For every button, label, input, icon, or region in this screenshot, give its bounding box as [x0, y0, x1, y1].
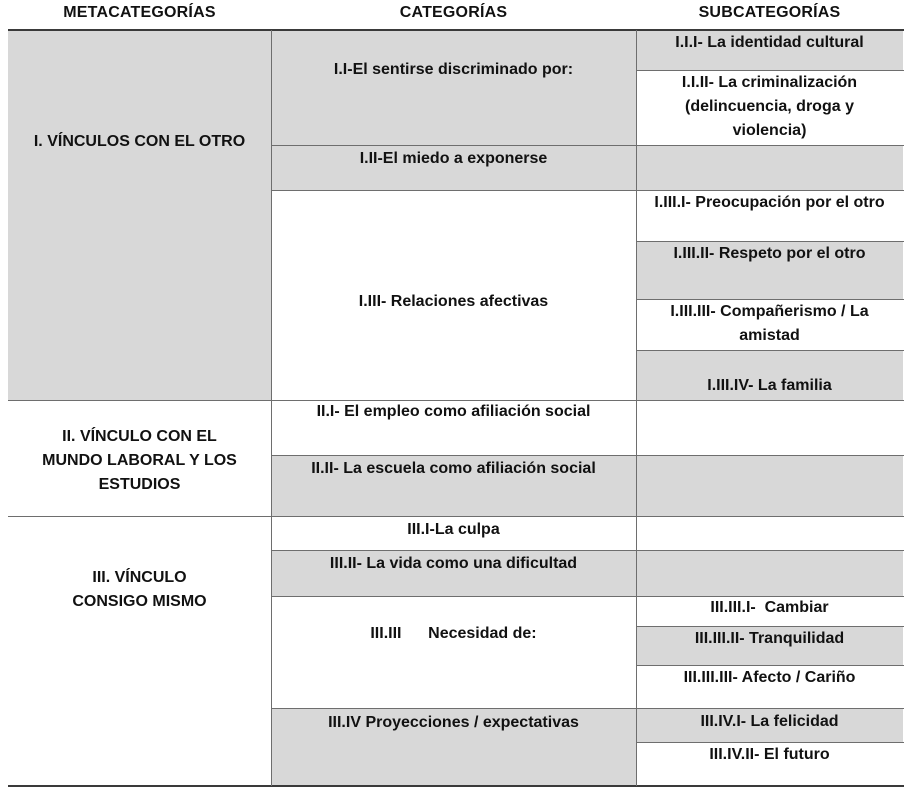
divider-cat	[271, 145, 904, 146]
category-vida-dificultad: III.II- La vida como una dificultad	[271, 550, 636, 596]
top-border	[8, 29, 904, 31]
meta-vinculo-consigo-mismo: III. VÍNCULO CONSIGO MISMO	[8, 516, 271, 786]
category-empleo: II.I- El empleo como afiliación social	[271, 400, 636, 455]
divider-cat	[271, 455, 904, 456]
divider-sub	[636, 665, 904, 666]
subcategory-companerismo: I.III.III- Compañerismo / La amistad	[636, 299, 903, 350]
divider-cat	[271, 190, 904, 191]
category-culpa: III.I-La culpa	[271, 516, 636, 550]
category-escuela: II.II- La escuela como afiliación social	[271, 455, 636, 516]
divider-meta-1	[8, 400, 904, 401]
divider-sub	[636, 241, 904, 242]
category-proyecciones: III.IV Proyecciones / expectativas	[271, 708, 636, 786]
meta-vinculo-mundo-laboral: II. VÍNCULO CON EL MUNDO LABORAL Y LOS ESTUDIOS	[8, 400, 271, 516]
divider-sub	[636, 350, 904, 351]
meta-vinculos-con-el-otro: I. VÍNCULOS CON EL OTRO	[8, 30, 271, 400]
subcategory-futuro: III.IV.II- El futuro	[636, 742, 903, 786]
divider-sub	[636, 742, 904, 743]
subcategory-criminalizacion: I.I.II- La criminalización (delincuencia, droga y violencia)	[636, 70, 903, 145]
subcategory-empty-1	[636, 145, 903, 190]
subcategory-empty-2	[636, 400, 903, 455]
subcategory-afecto: III.III.III- Afecto / Cariño	[636, 665, 903, 708]
divider-sub	[636, 70, 904, 71]
header-metacategorias: METACATEGORÍAS	[63, 4, 216, 21]
subcategory-empty-5	[636, 550, 903, 596]
category-relaciones-afectivas: I.III- Relaciones afectivas	[271, 190, 636, 400]
divider-cat	[271, 550, 904, 551]
subcategory-preocupacion: I.III.I- Preocupación por el otro	[636, 190, 903, 241]
subcategory-familia: I.III.IV- La familia	[636, 350, 903, 400]
bottom-border	[8, 785, 904, 787]
subcategory-felicidad: III.IV.I- La felicidad	[636, 708, 903, 742]
divider-cat	[271, 596, 904, 597]
divider-cat	[271, 708, 904, 709]
subcategory-identidad-cultural: I.I.I- La identidad cultural	[636, 30, 903, 70]
header-categorias: CATEGORÍAS	[399, 4, 508, 21]
category-miedo-exponerse: I.II-El miedo a exponerse	[271, 145, 636, 190]
category-necesidad: III.III Necesidad de:	[271, 596, 636, 708]
category-discriminado: I.I-El sentirse discriminado por:	[271, 30, 636, 145]
subcategory-respeto: I.III.II- Respeto por el otro	[636, 241, 903, 299]
subcategory-empty-3	[636, 455, 903, 516]
divider-sub	[636, 299, 904, 300]
subcategory-cambiar: III.III.I- Cambiar	[636, 596, 903, 626]
divider-meta-cat	[271, 30, 272, 786]
divider-sub	[636, 626, 904, 627]
subcategory-tranquilidad: III.III.II- Tranquilidad	[636, 626, 903, 665]
divider-meta-2	[8, 516, 904, 517]
subcategory-empty-4	[636, 516, 903, 550]
header-subcategorias: SUBCATEGORÍAS	[698, 4, 841, 21]
divider-cat-sub	[636, 30, 637, 786]
